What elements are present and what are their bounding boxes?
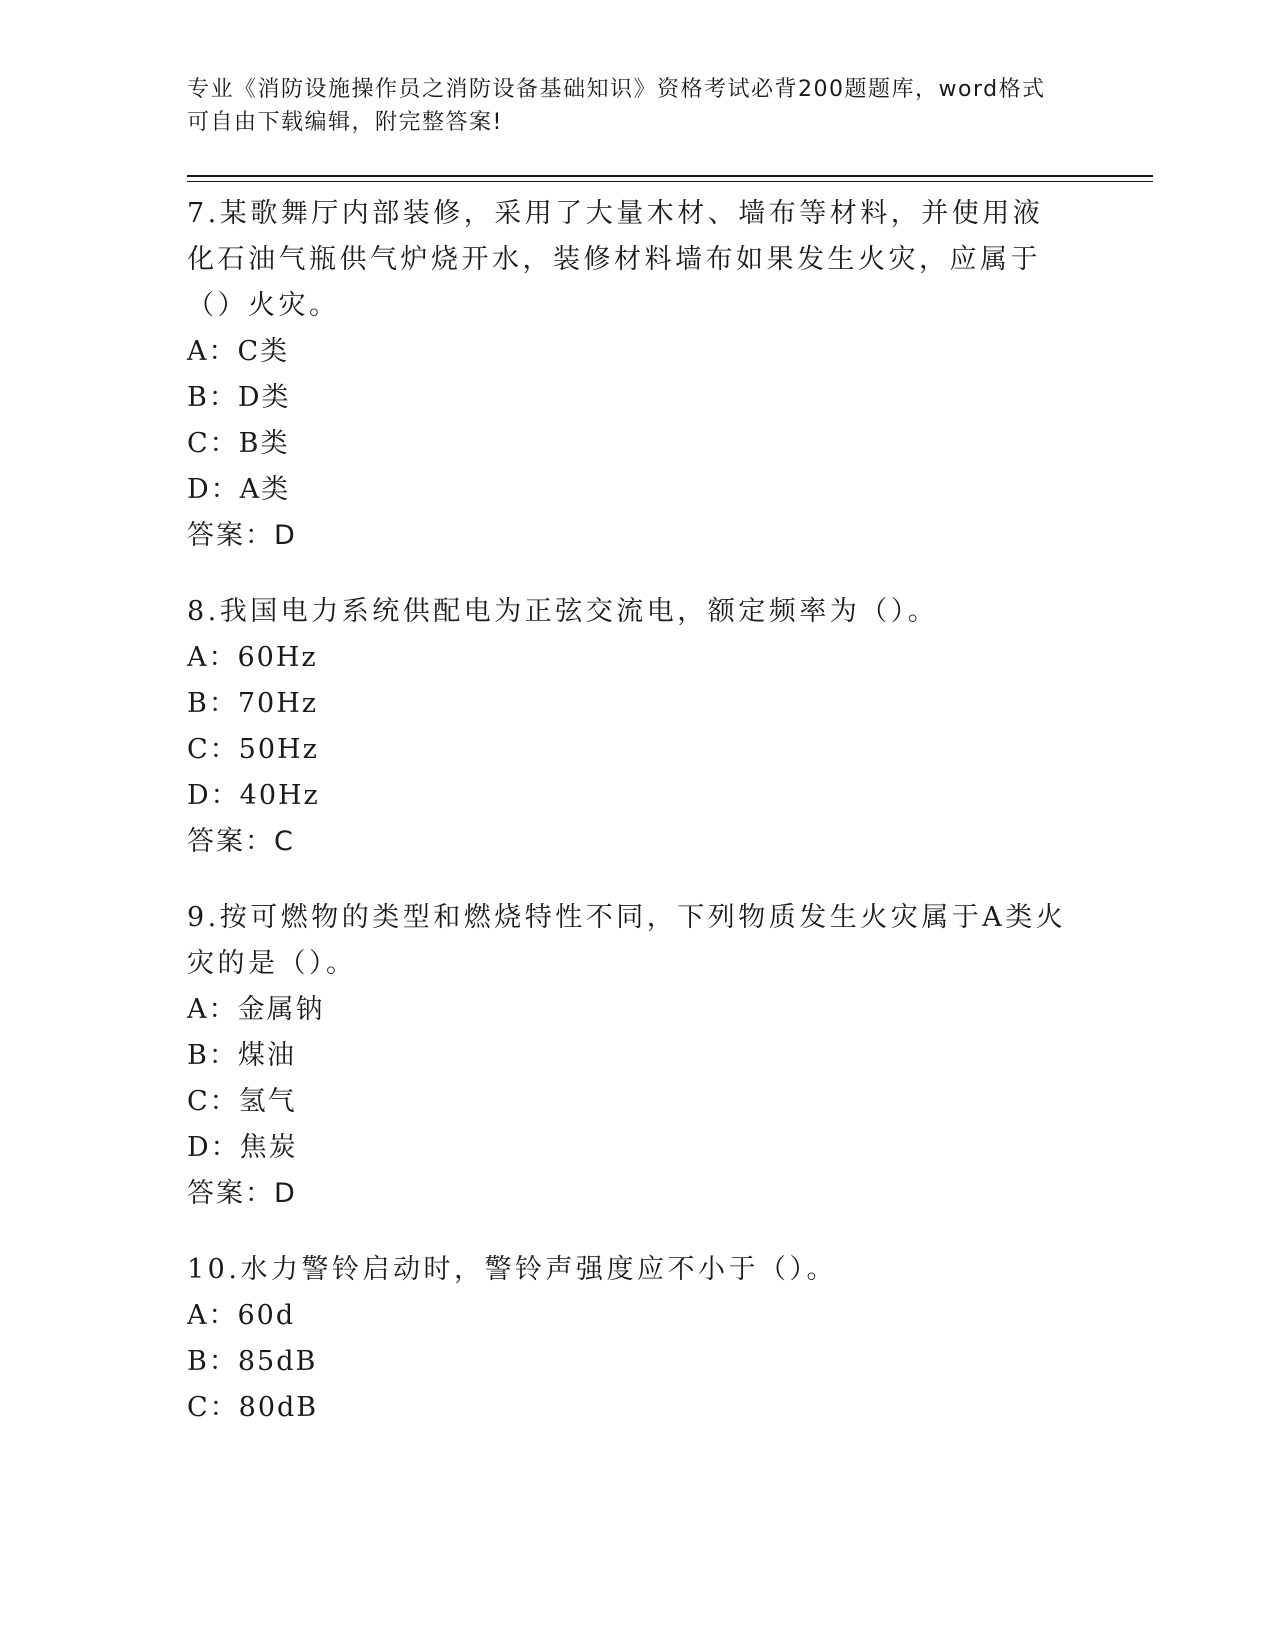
option-letter: B： [187, 1346, 238, 1377]
answer-line: 答案：D [187, 520, 297, 551]
option-letter: D： [187, 1132, 240, 1163]
answer-line: 答案：C [187, 826, 295, 857]
option-c [187, 1385, 1067, 1431]
header-divider-bottom [187, 181, 1153, 182]
option-text: 金属钠 [237, 994, 325, 1025]
option-a [187, 987, 1067, 1033]
option-letter: B： [187, 382, 238, 413]
option-c [187, 727, 1067, 773]
option-a [187, 635, 1067, 681]
option-letter: C： [187, 1086, 239, 1117]
answer-line: 答案：D [187, 1178, 297, 1209]
option-text: 氢气 [238, 1086, 297, 1117]
question-9 [187, 895, 1067, 1217]
question-list [187, 191, 1067, 1461]
option-text: A类 [239, 474, 291, 505]
option-text: B类 [238, 428, 290, 459]
option-b [187, 681, 1067, 727]
option-letter: D： [187, 780, 240, 811]
option-text: 60Hz [237, 642, 318, 673]
option-text: 焦炭 [239, 1132, 298, 1163]
question-stem: 10.水力警铃启动时，警铃声强度应不小于（）。 [187, 1254, 837, 1285]
question-stem: 7.某歌舞厅内部装修，采用了大量木材、墙布等材料，并使用液化石油气瓶供气炉烧开水，装修材料墙布如果发生火灾，应属于（）火灾。 [187, 198, 1044, 321]
question-10 [187, 1247, 1067, 1431]
option-b [187, 375, 1067, 421]
option-text: D类 [237, 382, 291, 413]
option-b [187, 1033, 1067, 1079]
option-d [187, 1125, 1067, 1171]
header-divider-top [187, 175, 1153, 177]
option-letter: A： [187, 642, 238, 673]
option-text: 80dB [238, 1392, 319, 1423]
option-b [187, 1339, 1067, 1385]
option-c [187, 421, 1067, 467]
option-text: 60d [237, 1300, 296, 1331]
option-letter: A： [187, 1300, 238, 1331]
option-text: 85dB [237, 1346, 318, 1377]
option-letter: D： [187, 474, 240, 505]
option-letter: A： [187, 336, 238, 367]
option-letter: C： [187, 734, 239, 765]
option-text: 煤油 [237, 1040, 296, 1071]
question-stem: 9.按可燃物的类型和燃烧特性不同，下列物质发生火灾属于A类火灾的是（）。 [187, 902, 1067, 979]
option-c [187, 1079, 1067, 1125]
option-text: 40Hz [239, 780, 320, 811]
option-text: 50Hz [238, 734, 319, 765]
option-letter: C： [187, 1392, 239, 1423]
question-7 [187, 191, 1067, 559]
option-a [187, 329, 1067, 375]
question-stem: 8.我国电力系统供配电为正弦交流电，额定频率为（）。 [187, 596, 939, 627]
option-d [187, 773, 1067, 819]
option-letter: B： [187, 688, 238, 719]
option-letter: B： [187, 1040, 238, 1071]
option-text: 70Hz [237, 688, 318, 719]
option-letter: A： [187, 994, 238, 1025]
option-d [187, 467, 1067, 513]
option-text: C类 [237, 336, 290, 367]
option-a [187, 1293, 1067, 1339]
document-header: 专业《消防设施操作员之消防设备基础知识》资格考试必背200题题库，word格式可自由下载编辑，附完整答案! [187, 77, 1046, 135]
question-8 [187, 589, 1067, 865]
option-letter: C： [187, 428, 239, 459]
